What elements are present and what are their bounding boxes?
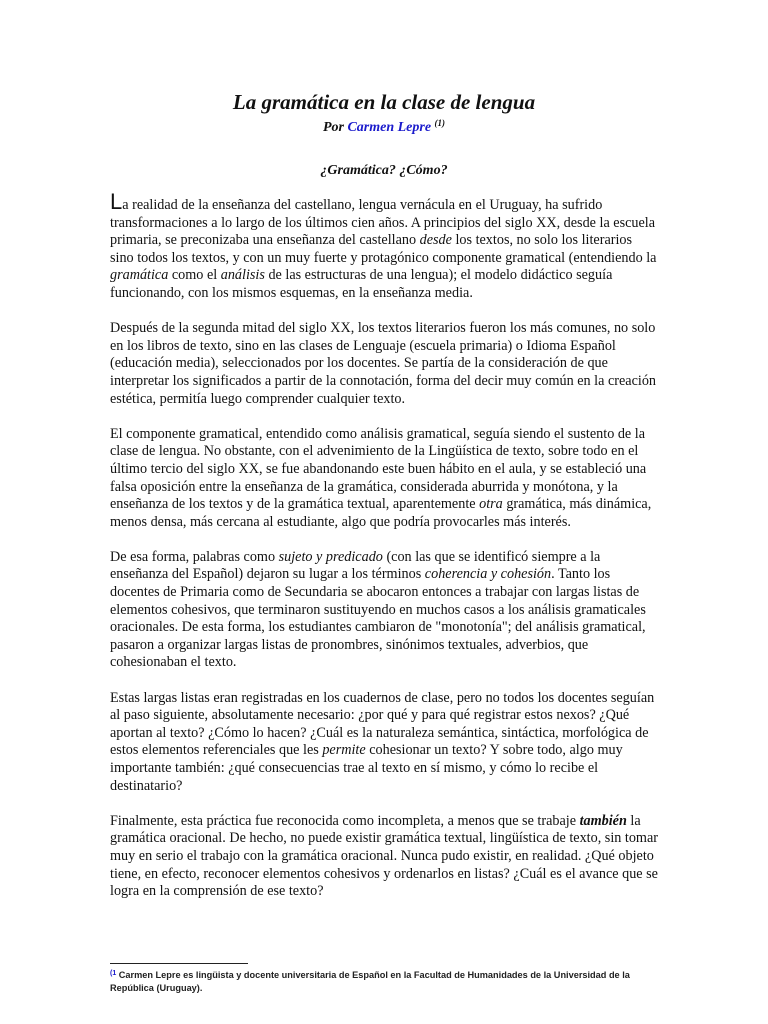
footnote-marker[interactable]: (1 xyxy=(110,970,117,977)
paragraph-text: la gramática oracional. De hecho, no puede existir gramática textual, lingüística de texto, sin tomar muy en serio el trabajo con la gramática oracional. Nunca pudo existir, en realidad. ¿Qué objeto tiene, en efecto, reconocer elementos cohesivos y ordenarlos en listas? ¿Cuál es el avance que se logra en la comprensión de ese texto? xyxy=(110,812,658,900)
paragraph-text: gramática, más dinámica, menos densa, más cercana al estudiante, algo que podría provocarles más interés. xyxy=(110,496,652,530)
paragraph-text: Finalmente, esta práctica fue reconocida como incompleta, a menos que se trabaje xyxy=(110,812,580,829)
paragraph-text: (con las que se identificó siempre a la enseñanza del Español) dejaron su lugar a los términos xyxy=(110,548,601,583)
paragraph-5 xyxy=(110,690,658,796)
footnote-text: Carmen Lepre es lingüista y docente universitaria de Español en la Facultad de Humanidades de la Universidad de la República (Uruguay). xyxy=(110,970,630,993)
section-subtitle: ¿Gramática? ¿Cómo? xyxy=(320,163,448,178)
footnote-divider xyxy=(110,963,248,964)
emphasis-text: también xyxy=(579,812,627,829)
emphasis-text: otra xyxy=(479,496,503,513)
byline xyxy=(0,118,768,136)
paragraph-text: De esa forma, palabras como xyxy=(110,548,279,565)
footnote xyxy=(110,967,658,995)
paragraph-6 xyxy=(110,813,658,901)
paragraph-text: de las estructuras de una lengua); el modelo didáctico seguía funcionando, con los mismos esquemas, en la enseñanza media. xyxy=(110,267,613,301)
paragraph-text: a realidad de la enseñanza del castellano, lengua vernácula en el Uruguay, ha sufrido transformaciones a lo largo de los últimos cien años. A principios del siglo XX, desde la escuela primaria, se preconizaba una enseñanza del castellano xyxy=(110,197,656,249)
emphasis-text: sujeto y predicado xyxy=(278,548,383,565)
footnote-reference[interactable]: (1) xyxy=(434,118,446,128)
article-body xyxy=(110,189,658,918)
paragraph-3 xyxy=(110,426,658,532)
paragraph-text: los textos, no solo los literarios sino todos los textos, y con un muy fuerte y protagónico componente gramatical (entendiendo la xyxy=(110,232,657,266)
emphasis-text: análisis xyxy=(220,267,265,284)
paragraph-1 xyxy=(110,189,658,303)
paragraph-text: como el xyxy=(168,267,221,284)
drop-cap: L xyxy=(110,189,123,214)
paragraph-text: El componente gramatical, entendido como análisis gramatical, seguía siendo el sustento de la clase de lengua. No obstante, con el advenimiento de la Lingüística de texto, sobre todo en el último tercio del siglo XX, se fue abandonando este buen hábito en el aula, y se estableció una falsa oposición entre la enseñanza de la gramática, considerada aburrida y monótona, y la enseñanza de los textos y de la gramática textual, aparentemente xyxy=(110,425,647,513)
emphasis-text: desde xyxy=(419,232,452,249)
paragraph-text: . Tanto los docentes de Primaria como de Secundaria se abocaron entonces a trabajar con largas listas de elementos cohesivos, que terminaron sustituyendo en muchos casos a los análisis gramaticales oracionales. De esta forma, los estudiantes cambiaron de "monotonía"; del análisis gramatical, pasaron a organizar largas listas de pronombres, sinónimos textuales, adverbios, que cohesionaban el texto. xyxy=(110,566,646,671)
emphasis-text: gramática xyxy=(110,267,169,284)
emphasis-text: permite xyxy=(322,742,366,759)
byline-prefix: Por xyxy=(322,120,344,135)
paragraph-text: Estas largas listas eran registradas en los cuadernos de clase, pero no todos los docentes seguían al paso siguiente, absolutamente necesario: ¿por qué y para qué registrar estos nexos? ¿Qué aportan al texto? ¿Cómo lo hacen? ¿Cuál es la naturaleza semántica, sintáctica, morfológica de estos elementos referenciales que les xyxy=(110,689,655,759)
paragraph-text: cohesionar un texto? Y sobre todo, algo muy importante también: ¿qué consecuencias trae al texto en sí mismo, y cómo lo recibe el destinatario? xyxy=(110,742,623,794)
paragraph-4 xyxy=(110,549,658,672)
paragraph-2: Después de la segunda mitad del siglo XX, los textos literarios fueron los más comunes, no solo en los libros de texto, sino en las clases de Lenguaje (escuela primaria) o Idioma Español (educación media), seleccionados por los docentes. Se partía de la consideración de que interpretar los significados a partir de la connotación, forma del decir muy común en la creación estética, permitía luego comprender cualquier texto. xyxy=(110,320,657,407)
emphasis-text: coherencia y cohesión xyxy=(424,566,552,583)
author-link[interactable]: Carmen Lepre xyxy=(347,120,432,135)
document-title: La gramática en la clase de lengua xyxy=(232,90,536,114)
